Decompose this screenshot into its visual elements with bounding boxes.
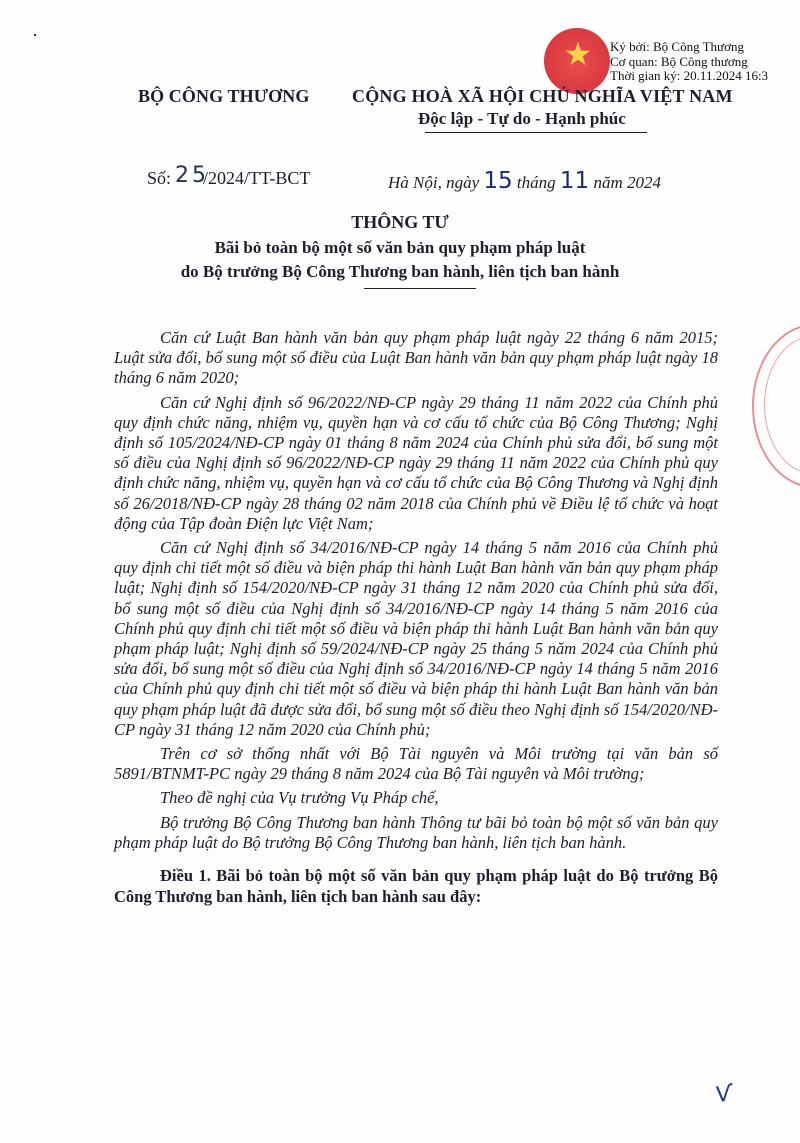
signature-agency: Cơ quan: Bộ Công thương: [610, 53, 748, 69]
signature-time: Thời gian ký: 20.11.2024 16:3: [610, 68, 769, 83]
article-1-heading: Điều 1. Bãi bỏ toàn bộ một số văn bản quy phạm pháp luật do Bộ trưởng Bộ Công Thương ban hành, liên tịch ban hành sau đây:: [114, 866, 718, 907]
emblem-star-icon: ★: [563, 35, 593, 73]
issuing-ministry: BỘ CÔNG THƯƠNG: [138, 86, 310, 106]
preamble-paragraph: Bộ trưởng Bộ Công Thương ban hành Thông tư bãi bỏ toàn bộ một số văn bản quy phạm pháp luật do Bộ trưởng Bộ Công Thương ban hành, liên tịch ban hành.: [114, 812, 718, 852]
document-number-label: Số:: [147, 168, 172, 188]
document-title-line-2: do Bộ trưởng Bộ Công Thương ban hành, liên tịch ban hành: [180, 262, 620, 281]
date-day-handwritten: 15: [483, 168, 513, 194]
preamble-paragraph: Căn cứ Nghị định số 96/2022/NĐ-CP ngày 29 tháng 11 năm 2022 của Chính phủ quy định chức năng, nhiệm vụ, quyền hạn và cơ cấu tổ chức của Bộ Công Thương; Nghị định số 105/2024/NĐ-CP ngày 01 tháng 8 năm 2024 của Chính phủ sửa đổi, bổ sung một số điều của Nghị định số 96/2022/NĐ-CP ngày 29 tháng 11 năm 2022 của Chính phủ quy định chức năng, nhiệm vụ, quyền hạn và cơ cấu tổ chức của Bộ Công Thương và Nghị định số 26/2018/NĐ-CP ngày 28 tháng 02 năm 2018 của Chính phủ về Điều lệ tổ chức và hoạt động của Tập đoàn Điện lực Việt Nam;: [114, 392, 718, 533]
title-underline: [364, 288, 476, 289]
motto-underline: [425, 132, 647, 133]
date-prefix: Hà Nội, ngày: [388, 173, 480, 192]
date-month-word: tháng: [516, 173, 556, 192]
document-body: [114, 328, 718, 911]
digital-signature-info: [610, 40, 768, 84]
national-title: CỘNG HOÀ XÃ HỘI CHỦ NGHĨA VIỆT NAM: [352, 86, 733, 106]
date-month-handwritten: 11: [559, 168, 590, 194]
date-year: năm 2024: [593, 173, 661, 192]
issue-date: [388, 168, 661, 194]
document-title-line-1: Bãi bỏ toàn bộ một số văn bản quy phạm pháp luật: [214, 238, 586, 257]
document-number-handwritten: 25: [175, 163, 209, 188]
preamble-paragraph: Trên cơ sở thống nhất với Bộ Tài nguyên và Môi trường tại văn bản số 5891/BTNMT-PC ngày 29 tháng 8 năm 2024 của Bộ Tài nguyên và Môi trường;: [114, 744, 718, 784]
preamble-paragraph: Căn cứ Luật Ban hành văn bản quy phạm pháp luật ngày 22 tháng 6 năm 2015; Luật sửa đổi, bổ sung một số điều của Luật Ban hành văn bản quy phạm pháp luật ngày 18 tháng 6 năm 2020;: [114, 328, 718, 388]
signature-signer: Ký bởi: Bộ Công Thương: [610, 39, 744, 54]
document-type: THÔNG TƯ: [351, 212, 449, 232]
scan-speck: [34, 34, 36, 36]
document-number-suffix: /2024/TT-BCT: [203, 168, 311, 188]
handwritten-initials-icon: Ѵ: [713, 1080, 736, 1109]
preamble-paragraph: Theo đề nghị của Vụ trưởng Vụ Pháp chế,: [160, 788, 439, 808]
document-title: [0, 236, 800, 284]
national-motto: Độc lập - Tự do - Hạnh phúc: [418, 109, 626, 128]
preamble-paragraph: Căn cứ Nghị định số 34/2016/NĐ-CP ngày 14 tháng 5 năm 2016 của Chính phủ quy định chi tiết một số điều và biện pháp thi hành Luật Ban hành văn bản quy phạm pháp luật; Nghị định số 154/2020/NĐ-CP ngày 31 tháng 12 năm 2020 của Chính phủ sửa đổi, bổ sung một số điều của Nghị định số 34/2016/NĐ-CP ngày 14 tháng 5 năm 2016 của Chính phủ quy định chi tiết một số điều và biện pháp thi hành Luật Ban hành văn bản quy phạm pháp luật; Nghị định số 59/2024/NĐ-CP ngày 25 tháng 5 năm 2024 của Chính phủ sửa đổi, bổ sung một số điều của Nghị định số 34/2016/NĐ-CP ngày 14 tháng 5 năm 2016 của Chính phủ quy định chi tiết một số điều và biện pháp thi hành Luật Ban hành văn bản quy phạm pháp luật đã được sửa đổi, bổ sung một số điều theo Nghị định số 154/2020/NĐ-CP ngày 31 tháng 12 năm 2020 của Chính phủ;: [114, 538, 718, 739]
